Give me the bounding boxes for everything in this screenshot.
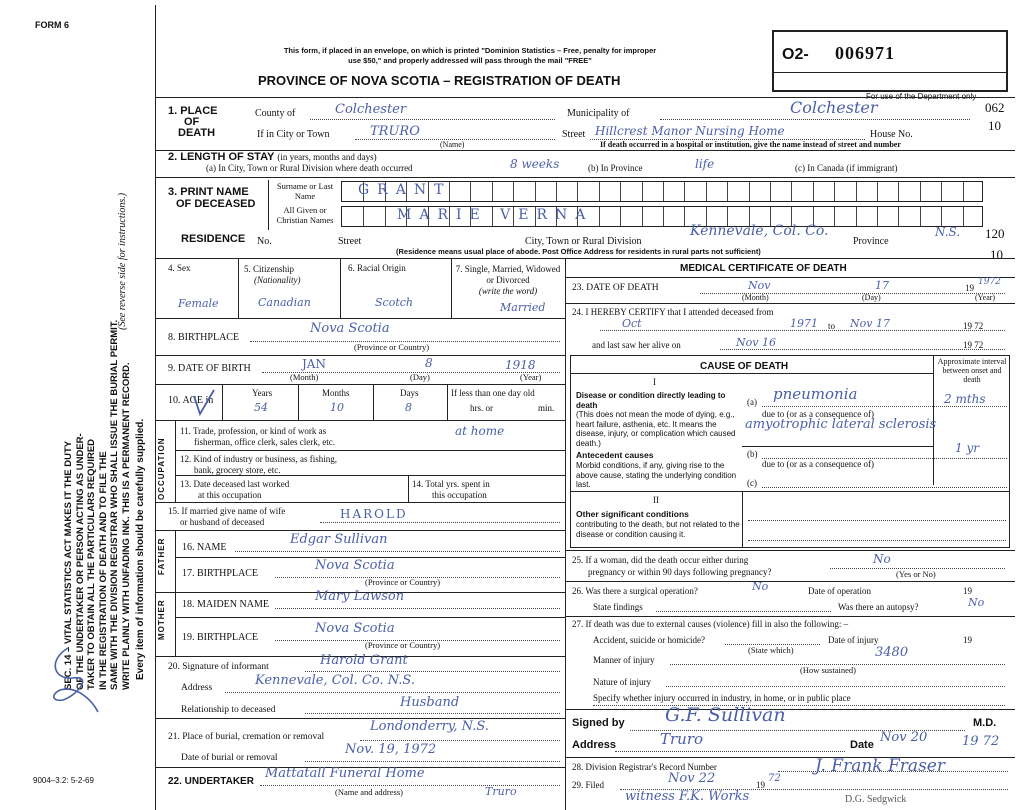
disease-label: Disease or condition directly leading to death: [576, 391, 726, 410]
place-label: 1. PLACE OF DEATH: [168, 105, 218, 139]
race-label: 6. Racial Origin: [348, 263, 406, 273]
letter-cell-divider: [834, 207, 835, 226]
letter-cell-divider: [856, 182, 857, 201]
residence-province-label: Province: [853, 236, 889, 247]
attended-from-year: 1971: [790, 317, 818, 330]
letter-cell-divider: [642, 207, 643, 226]
cause-a-value: pneumonia: [773, 385, 858, 403]
letter-cell-divider: [920, 182, 921, 201]
cod-title: CAUSE OF DEATH: [700, 361, 789, 372]
father-name-value: Edgar Sullivan: [290, 532, 388, 547]
dod-month-sub: (Month): [742, 293, 769, 302]
letter-cell-divider: [535, 182, 536, 201]
occupation-side-label: OCCUPATION: [157, 437, 166, 500]
injury-date-label: Date of injury: [828, 635, 879, 645]
letter-cell-divider: [963, 182, 964, 201]
name-sublabel: (Name): [440, 140, 465, 149]
cause-c-label: (c): [747, 478, 757, 488]
dod-year: 1972: [978, 277, 1001, 287]
antecedent-note: Morbid conditions, if any, giving rise to the above cause, stating the underlying condition last.: [576, 461, 737, 489]
letter-cell-divider: [706, 182, 707, 201]
burial-date-value: Nov. 19, 1972: [345, 742, 437, 757]
age-days-value: 8: [405, 401, 412, 414]
antecedent-label: Antecedent causes: [576, 450, 654, 460]
residence-street-label: Street: [338, 236, 362, 247]
interval-label: Approximate interval between onset and death: [937, 357, 1007, 384]
letter-cell-divider: [663, 207, 664, 226]
informant-address-value: Kennevale, Col. Co. N.S.: [255, 673, 415, 688]
dod-day-sub: (Day): [862, 293, 881, 302]
signed-date-value: Nov 20: [880, 730, 928, 745]
attended-to-year: 19 72: [963, 321, 984, 331]
residence-no-label: No.: [257, 236, 272, 247]
registrar-signature: J. Frank Fraser: [815, 756, 945, 776]
age-months-value: 10: [330, 401, 344, 414]
attended-from: Oct: [622, 317, 642, 330]
last-saw-label: and last saw her alive on: [592, 340, 681, 350]
q25-value: No: [873, 552, 891, 566]
side-instructions: SEC. 14 – VITAL STATISTICS ACT MAKES IT THE DUTY OF THE UNDERTAKER OR PERSON ACTING AS UNDER- TAKER TO OBTAIN ALL THE PARTICULARS REQUIRED IN THE REGISTRATION OF DEATH AND TO FILE THE SAME WITH THE DIVISION REGISTRAR WHO SHALL ISSUE THE BURIAL PERMIT. WRITE PLAINLY WITH UNFADING INK. THIS IS A PERMANENT RECORD.: [63, 319, 132, 690]
side-note: Every item of information should be carefully supplied.: [135, 418, 146, 680]
stay-sub: (in years, months and days): [277, 152, 377, 162]
dod-month: Nov: [748, 279, 771, 292]
marital-label: 7. Single, Married, Widowed or Divorced (write the word): [455, 264, 561, 296]
autopsy-value: No: [968, 596, 985, 609]
filed-year: 72: [768, 773, 781, 784]
burial-place-value: Londonderry, N.S.: [370, 719, 489, 734]
municipality-value: Colchester: [790, 98, 878, 117]
letter-cell-divider: [577, 182, 578, 201]
name-label: 3. PRINT NAME OF DECEASED: [168, 186, 256, 210]
county-label: County of: [255, 108, 296, 119]
sex-label: 4. Sex: [168, 263, 191, 273]
registrar-record-label: 28. Division Registrar's Record Number: [572, 762, 717, 772]
letter-cell-divider: [898, 182, 899, 201]
birthplace-label: 8. BIRTHPLACE: [168, 332, 240, 343]
letter-cell-divider: [749, 182, 750, 201]
informant-label: 20. Signature of informant: [168, 662, 269, 672]
letter-cell-divider: [599, 182, 600, 201]
filed-value: Nov 22: [668, 771, 716, 786]
letter-cell-divider: [727, 182, 728, 201]
md-label: M.D.: [973, 717, 997, 729]
cause-a-label: (a): [747, 397, 757, 407]
given-label: All Given or Christian Names: [276, 205, 334, 225]
citizenship-label: 5. Citizenship (Nationality): [244, 264, 301, 285]
letter-cell-divider: [791, 182, 792, 201]
dob-month: JAN: [302, 357, 326, 371]
manner-label: Manner of injury: [593, 655, 655, 665]
state-which-label: (State which): [748, 645, 794, 655]
street-label: Street: [562, 129, 586, 140]
age-days-label: Days: [400, 388, 419, 398]
age-min-label: min.: [538, 403, 555, 413]
q26-value: No: [752, 580, 769, 593]
city-label: If in City or Town: [257, 129, 330, 140]
residence-province-value: N.S.: [935, 225, 961, 239]
age-months-label: Months: [322, 388, 350, 398]
dept-code: 10: [990, 247, 1003, 262]
signed-year: 19 72: [962, 734, 1000, 749]
county-value: Colchester: [335, 102, 407, 117]
letter-cell-divider: [620, 182, 621, 201]
occupation-q12: 12. Kind of industry or business, as fishing, bank, grocery store, etc.: [180, 454, 337, 475]
q25-label: 25. If a woman, did the death occur either during pregnancy or within 90 days following pregnancy?: [572, 555, 772, 577]
birthplace-value: Nova Scotia: [310, 321, 390, 336]
informant-address-label: Address: [181, 683, 213, 693]
signed-address-value: Truro: [660, 730, 704, 748]
letter-cell-divider: [599, 207, 600, 226]
operation-year: 19: [963, 586, 972, 596]
dob-month-sub: (Month): [290, 372, 319, 382]
street-value: Hillcrest Manor Nursing Home: [595, 124, 785, 138]
part-i-label: I: [653, 377, 656, 387]
dept-code: 062: [985, 100, 1005, 115]
father-birthplace-sub: (Province or Country): [365, 577, 441, 587]
house-label: House No.: [870, 129, 913, 140]
dod-day: 17: [875, 279, 889, 292]
form-id: FORM 6: [35, 20, 70, 30]
stay-b-value: life: [695, 157, 715, 171]
mail-notice: This form, if placed in an envelope, on which is printed "Dominion Statistics – Free, penalty for improper use $50," and properly addressed will pass through the mail "FREE": [283, 46, 657, 65]
autopsy-label: Was there an autopsy?: [838, 602, 919, 612]
reg-prefix: O2-: [782, 46, 809, 63]
spouse-label: 15. If married give name of wife or husband of deceased: [168, 506, 286, 527]
certify-label: 24. I HEREBY CERTIFY that I attended deceased from: [572, 307, 774, 317]
mother-birthplace-label: 19. BIRTHPLACE: [182, 632, 259, 643]
operation-date-label: Date of operation: [808, 586, 871, 596]
marital-value: Married: [500, 301, 546, 314]
letter-cell-divider: [470, 182, 471, 201]
nature-label: Nature of injury: [593, 677, 651, 687]
q25-sub: (Yes or No): [896, 569, 936, 579]
father-side-label: FATHER: [157, 537, 166, 575]
pencil-mark-icon: [38, 640, 108, 720]
occupation-q11: 11. Trade, profession, or kind of work as fisherman, office clerk, sales clerk, etc.: [180, 426, 336, 447]
stay-a-label: (a) In City, Town or Rural Division where death occurred: [206, 163, 413, 173]
letter-cell-divider: [513, 182, 514, 201]
manner-code: 3480: [875, 645, 909, 660]
registrar-initials: D.G. Sedgwick: [845, 794, 907, 805]
q26-label: 26. Was there a surgical operation?: [572, 586, 698, 596]
dod-label: 23. DATE OF DEATH: [572, 283, 659, 293]
informant-signature: Harold Grant: [320, 653, 408, 668]
signed-by-label: Signed by: [572, 717, 625, 729]
letter-cell-divider: [834, 182, 835, 201]
letter-cell-divider: [813, 182, 814, 201]
dob-year: 1918: [505, 358, 536, 372]
mother-birthplace-value: Nova Scotia: [315, 621, 395, 636]
municipality-label: Municipality of: [567, 108, 630, 119]
letter-cell-divider: [770, 182, 771, 201]
occupation-q13: 13. Date deceased last worked at this occupation: [180, 479, 290, 500]
undertaker-value-2: Truro: [485, 785, 517, 798]
injury-year: 19: [963, 635, 972, 645]
stay-b-label: (b) In Province: [588, 163, 643, 173]
sustained-label: (How sustained): [800, 665, 856, 675]
letter-cell-divider: [877, 182, 878, 201]
undertaker-label: 22. UNDERTAKER: [168, 776, 254, 787]
place-note: If death occurred in a hospital or institution, give the name instead of street and number: [600, 140, 901, 149]
letter-cell-divider: [620, 207, 621, 226]
due-to-label: due to (or as a consequence of): [762, 409, 874, 419]
residence-city-value: Kennevale, Col. Co.: [690, 223, 829, 239]
mother-name-label: 18. MAIDEN NAME: [182, 599, 269, 610]
specify-label: Specify whether injury occurred in industry, in home, or in public place: [593, 693, 851, 703]
age-less-day-label: If less than one day old: [451, 388, 535, 398]
other-conditions-label: Other significant conditions: [576, 509, 689, 519]
physician-signature: G.F. Sullivan: [665, 704, 786, 726]
cause-b-label: (b): [747, 449, 758, 459]
spouse-value: HAROLD: [340, 507, 408, 521]
surname-value: GRANT: [358, 182, 452, 198]
burial-date-label: Date of burial or removal: [181, 753, 278, 763]
attended-to: Nov 17: [850, 317, 890, 330]
dob-year-sub: (Year): [520, 372, 542, 382]
letter-cell-divider: [941, 207, 942, 226]
letter-cell-divider: [663, 182, 664, 201]
stay-a-value: 8 weeks: [510, 157, 560, 171]
letter-cell-divider: [684, 182, 685, 201]
last-saw-year: 19 72: [963, 340, 984, 350]
race-value: Scotch: [375, 296, 413, 309]
due-to-label-2: due to (or as a consequence of): [762, 459, 874, 469]
given-value: MARIE VERNA: [397, 207, 594, 223]
dod-year-prefix: 19: [965, 283, 974, 293]
letter-cell-divider: [385, 207, 386, 226]
dept-use-label: For use of the Department only: [866, 92, 977, 101]
stay-label: 2. LENGTH OF STAY: [168, 151, 275, 163]
father-name-label: 16. NAME: [182, 542, 227, 553]
last-saw-value: Nov 16: [736, 336, 776, 349]
letter-cell-divider: [363, 207, 364, 226]
burial-label: 21. Place of burial, cremation or removal: [168, 732, 325, 742]
age-years-label: Years: [252, 388, 273, 398]
dob-day: 8: [425, 356, 433, 370]
dob-day-sub: (Day): [410, 372, 430, 382]
letter-cell-divider: [920, 207, 921, 226]
birthplace-sub: (Province or Country): [354, 342, 430, 352]
residence-label: RESIDENCE: [181, 233, 246, 245]
filed-label: 29. Filed: [572, 780, 605, 790]
part-ii-label: II: [653, 495, 659, 505]
letter-cell-divider: [642, 182, 643, 201]
undertaker-sub: (Name and address): [335, 787, 403, 797]
instructions-note: (See reverse side for instructions.): [117, 192, 128, 330]
signed-address-label: Address: [572, 739, 617, 751]
footer-code: 9004–3.2: 5-2-69: [33, 776, 94, 785]
dept-code: 120: [985, 226, 1005, 241]
q27-label: 27. If death was due to external causes (violence) fill in also the following: –: [572, 619, 849, 629]
page-title: PROVINCE OF NOVA SCOTIA – REGISTRATION OF DEATH: [258, 73, 621, 88]
mother-birthplace-sub: (Province or Country): [365, 640, 441, 650]
citizenship-value: Canadian: [258, 296, 311, 309]
letter-cell-divider: [856, 207, 857, 226]
mother-name-value: Mary Lawson: [315, 589, 405, 604]
letter-cell-divider: [492, 182, 493, 201]
father-birthplace-value: Nova Scotia: [315, 558, 395, 573]
residence-city-label: City, Town or Rural Division: [525, 236, 642, 247]
occupation-q14: 14. Total yrs. spent in this occupation: [412, 479, 490, 500]
age-hrs-label: hrs. or: [470, 403, 493, 413]
accident-label: Accident, suicide or homicide?: [593, 635, 705, 645]
age-years-value: 54: [254, 401, 268, 414]
signed-date-label: Date: [850, 739, 874, 751]
disease-note: (This does not mean the mode of dying, e.g., heart failure, asthenia, etc. It means the disease, injury, or complication which caused death.): [576, 410, 736, 448]
relationship-value: Husband: [400, 695, 460, 710]
letter-cell-divider: [684, 207, 685, 226]
cause-b-interval: 1 yr: [955, 441, 979, 455]
witness-signature: witness F.K. Works: [625, 789, 750, 804]
letter-cell-divider: [898, 207, 899, 226]
residence-note: (Residence means usual place of abode. Post Office Address for residents in rural parts not sufficient): [396, 247, 761, 256]
relationship-label: Relationship to deceased: [181, 705, 276, 715]
letter-cell-divider: [877, 207, 878, 226]
checkmark-icon: [190, 388, 220, 420]
reg-number: 006971: [835, 43, 895, 63]
dept-code: 10: [988, 118, 1001, 133]
occupation-value: at home: [455, 424, 505, 438]
to-label: to: [828, 321, 836, 331]
stay-c-label: (c) In Canada (if immigrant): [795, 163, 898, 173]
age-label: 10. AGE in: [168, 395, 214, 406]
undertaker-value: Mattatall Funeral Home: [265, 766, 425, 781]
father-birthplace-label: 17. BIRTHPLACE: [182, 568, 259, 579]
other-conditions-note: contributing to the death, but not related to the disease or condition causing it.: [576, 520, 740, 539]
findings-label: State findings: [593, 602, 643, 612]
cause-a-interval: 2 mths: [944, 392, 986, 406]
dob-label: 9. DATE OF BIRTH: [168, 363, 251, 374]
letter-cell-divider: [941, 182, 942, 201]
city-value: TRURO: [370, 124, 420, 139]
surname-label: Surname or Last Name: [276, 181, 334, 201]
sex-value: Female: [178, 297, 219, 310]
medical-title: MEDICAL CERTIFICATE OF DEATH: [680, 263, 847, 274]
dod-year-sub: (Year): [975, 293, 996, 302]
letter-cell-divider: [963, 207, 964, 226]
letter-cell-divider: [556, 182, 557, 201]
cause-b-value: amyotrophic lateral sclerosis: [745, 417, 937, 432]
filed-year-prefix: 19: [756, 780, 765, 790]
mother-side-label: MOTHER: [157, 599, 166, 640]
